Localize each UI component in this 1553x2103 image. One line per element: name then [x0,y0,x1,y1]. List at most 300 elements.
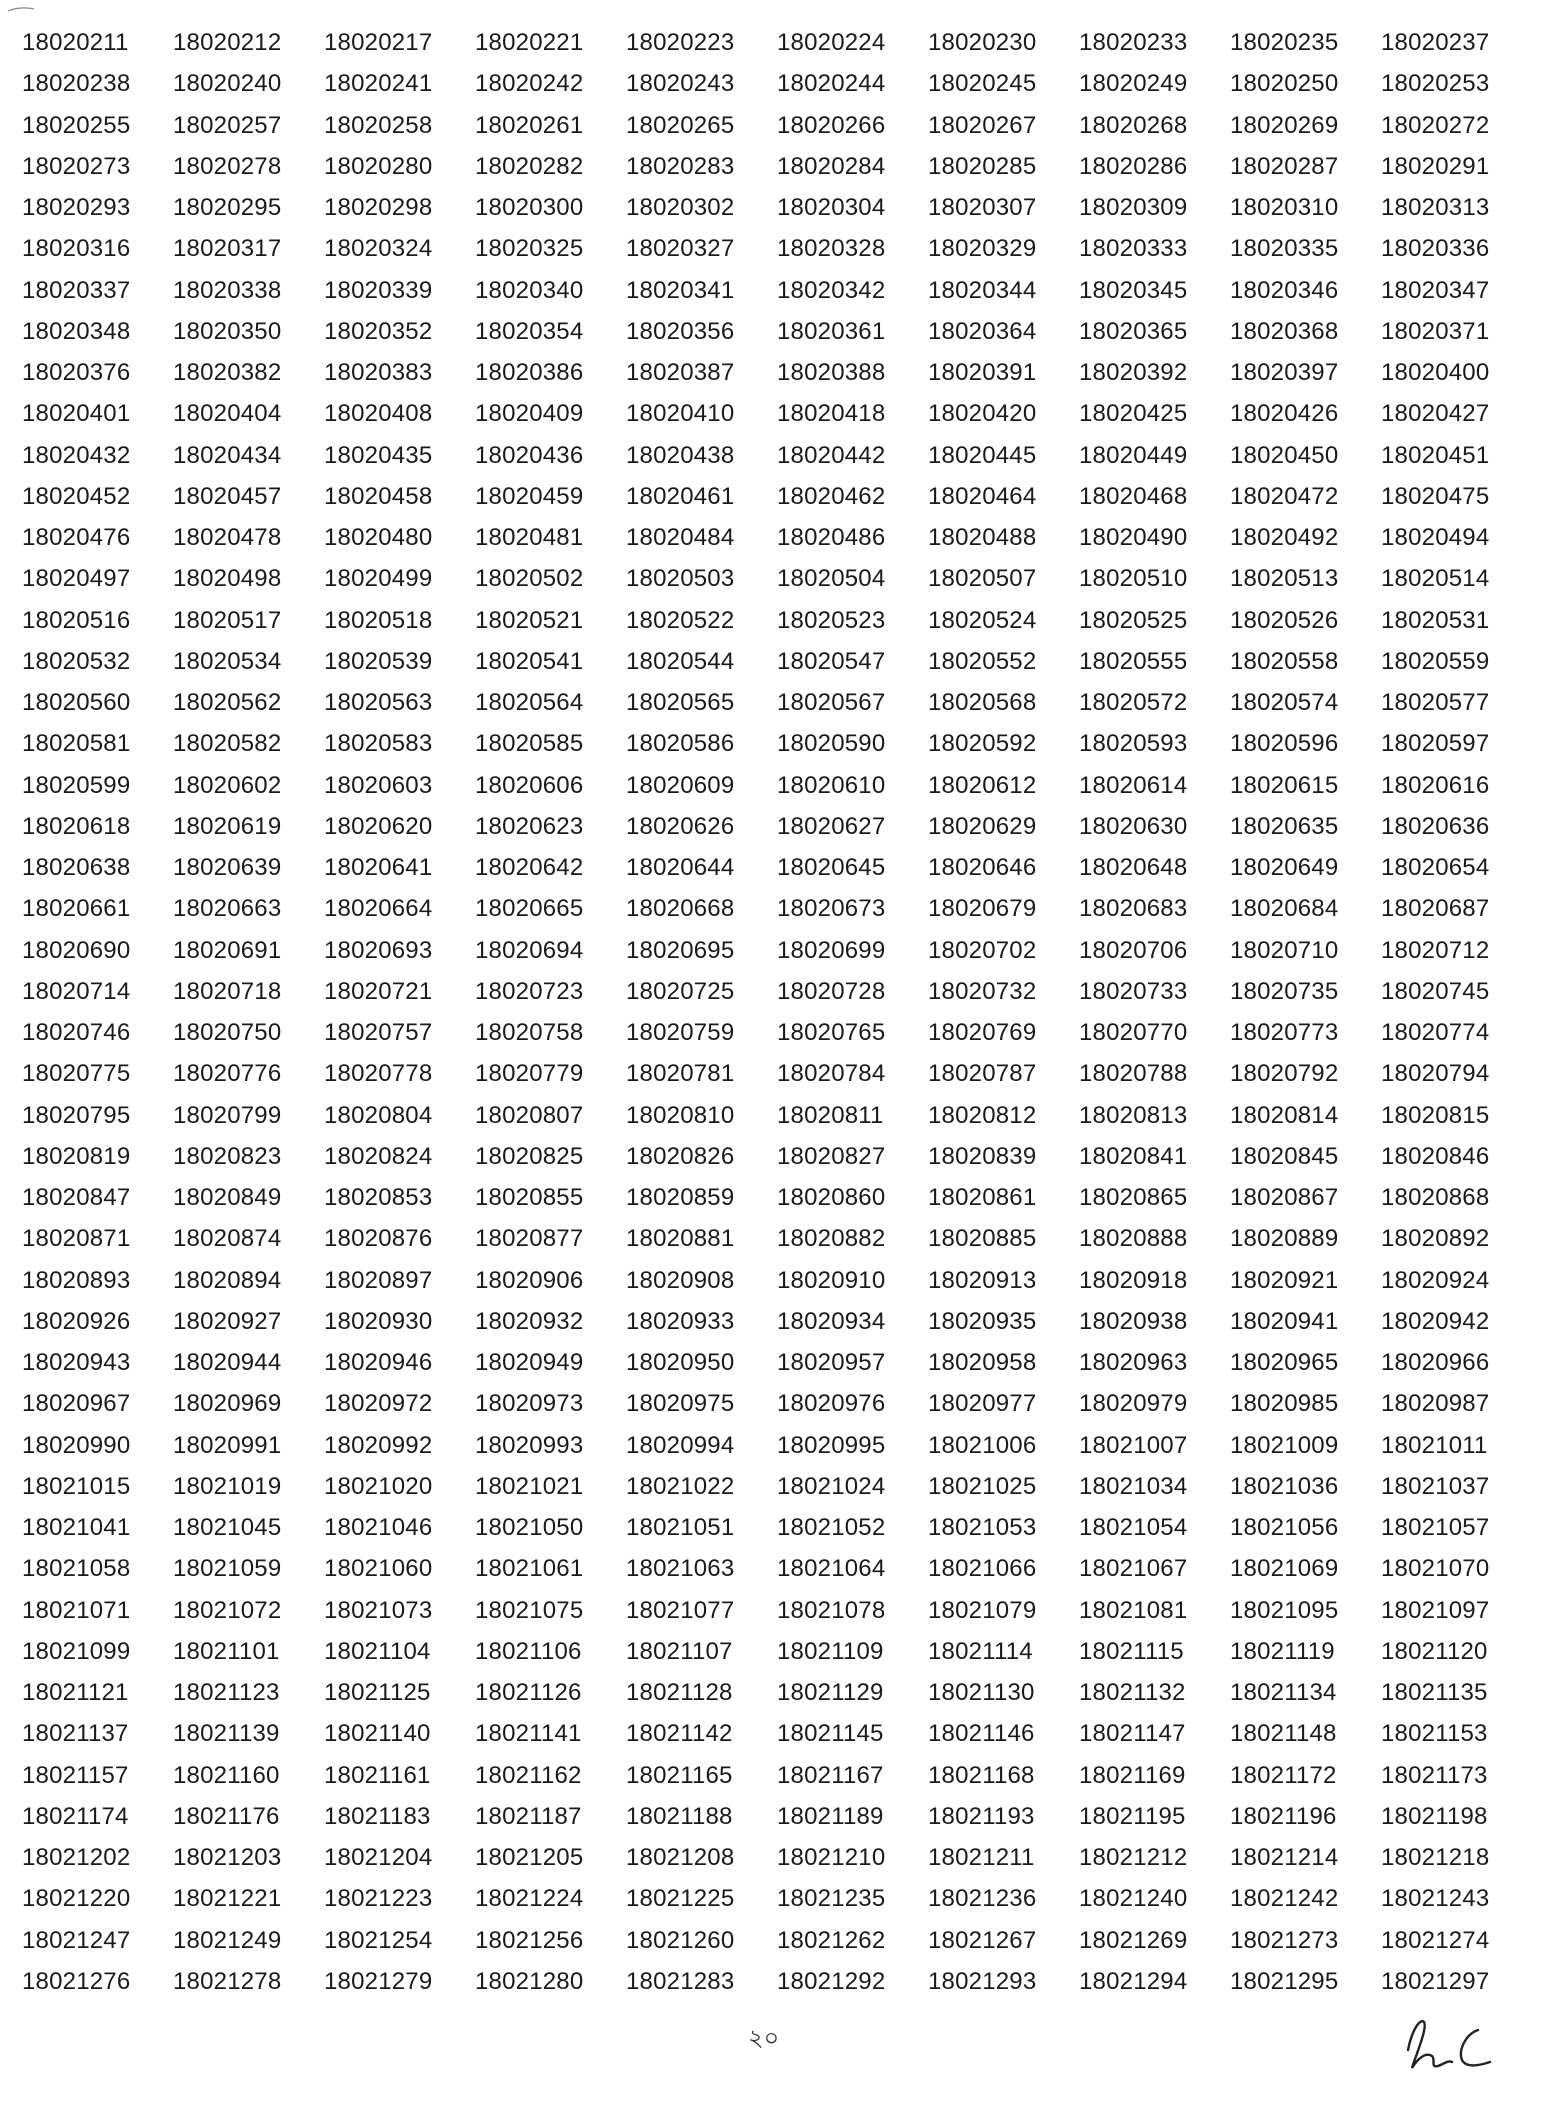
roll-number-cell: 18021078 [777,1596,886,1624]
roll-number-cell: 18021224 [475,1885,584,1913]
roll-number-cell: 18020876 [324,1225,433,1253]
roll-number-cell: 18021128 [626,1679,733,1706]
roll-number-cell: 18020560 [22,689,131,716]
roll-number-cell: 18021294 [1079,1967,1188,1995]
roll-number-cell: 18020723 [475,977,584,1005]
roll-number-cell: 18020255 [22,111,131,139]
roll-number-cell: 18020445 [928,441,1037,469]
roll-number-cell: 18020534 [173,647,282,675]
roll-number-cell: 18020383 [324,359,433,386]
roll-number-cell: 18020775 [22,1060,131,1088]
roll-number-cell: 18020503 [626,565,735,593]
roll-number-cell: 18020504 [777,565,886,593]
roll-number-cell: 18020626 [626,812,735,840]
roll-number-cell: 18020458 [324,482,433,510]
roll-number-cell: 18020368 [1230,317,1339,345]
roll-number-cell: 18020356 [626,317,735,345]
roll-number-cell: 18020457 [173,482,282,510]
roll-number-cell: 18021243 [1381,1885,1490,1913]
roll-number-cell: 18020778 [324,1060,433,1088]
roll-number-cell: 18020679 [928,895,1037,923]
roll-number-cell: 18020217 [324,29,433,56]
roll-number-cell: 18020317 [173,235,282,263]
roll-number-cell: 18021242 [1230,1885,1339,1913]
roll-number-cell: 18020776 [173,1060,282,1088]
roll-number-cell: 18020639 [173,854,282,881]
roll-number-cell: 18021297 [1381,1967,1490,1995]
roll-number-cell: 18020484 [626,524,735,551]
roll-number-cell: 18020877 [475,1225,584,1253]
roll-number-cell: 18020718 [173,977,282,1005]
roll-number-cell: 18020773 [1230,1019,1339,1046]
roll-number-cell: 18021205 [475,1844,584,1871]
roll-number-cell: 18021114 [928,1637,1033,1665]
roll-number-cell: 18020811 [777,1101,884,1129]
roll-number-cell: 18021079 [928,1596,1037,1624]
roll-number-cell: 18020249 [1079,70,1188,98]
roll-number-cell: 18020994 [626,1431,735,1459]
page-number: ২০ [748,2024,780,2052]
roll-number-cell: 18020382 [173,359,282,386]
roll-number-cell: 18020387 [626,359,735,386]
roll-number-cell: 18020908 [626,1266,735,1294]
roll-number-cell: 18020211 [22,29,129,56]
roll-number-cell: 18020987 [1381,1390,1490,1418]
roll-number-cell: 18020221 [475,29,584,56]
roll-number-cell: 18020977 [928,1390,1037,1418]
roll-number-cell: 18020329 [928,235,1037,263]
roll-number-cell: 18020242 [475,70,584,98]
roll-number-cell: 18020513 [1230,565,1339,593]
roll-number-cell: 18020918 [1079,1266,1188,1294]
roll-number-cell: 18020966 [1381,1349,1490,1376]
roll-number-cell: 18020300 [475,194,584,221]
roll-number-cell: 18020661 [22,895,131,923]
roll-number-cell: 18020683 [1079,895,1188,923]
roll-number-cell: 18020642 [475,854,584,881]
roll-number-cell: 18021147 [1079,1720,1186,1748]
roll-number-cell: 18020238 [22,70,131,98]
roll-number-cell: 18020615 [1230,771,1339,799]
roll-number-cell: 18021225 [626,1885,735,1913]
roll-number-cell: 18020619 [173,812,282,840]
roll-number-cell: 18021059 [173,1555,282,1583]
roll-number-cell: 18020664 [324,895,433,923]
roll-number-cell: 18020586 [626,730,735,758]
roll-number-cell: 18020449 [1079,441,1188,469]
roll-number-cell: 18020352 [324,317,433,345]
roll-number-cell: 18021006 [928,1431,1037,1459]
roll-number-cell: 18021162 [475,1761,582,1789]
roll-number-cell: 18020853 [324,1184,433,1211]
roll-number-cell: 18020376 [22,359,131,386]
roll-number-cell: 18020795 [22,1101,131,1129]
roll-number-cell: 18020418 [777,400,886,428]
roll-number-cell: 18020265 [626,111,735,139]
roll-number-cell: 18020498 [173,565,282,593]
roll-number-cell: 18020304 [777,194,886,221]
roll-number-cell: 18021099 [22,1637,131,1665]
roll-number-cell: 18020813 [1079,1101,1188,1129]
roll-number-cell: 18021203 [173,1844,282,1871]
roll-number-cell: 18021188 [626,1802,733,1830]
roll-number-cell: 18020965 [1230,1349,1339,1376]
roll-number-cell: 18020885 [928,1225,1037,1253]
roll-number-cell: 18020784 [777,1060,886,1088]
roll-number-cell: 18020957 [777,1349,886,1376]
roll-number-cell: 18020827 [777,1142,886,1170]
roll-number-cell: 18021148 [1230,1720,1337,1748]
roll-number-cell: 18020941 [1230,1307,1339,1335]
roll-number-cell: 18020641 [324,854,433,881]
roll-number-cell: 18020926 [22,1307,131,1335]
roll-number-cell: 18020609 [626,771,735,799]
roll-number-cell: 18021273 [1230,1926,1339,1954]
roll-number-cell: 18021070 [1381,1555,1490,1583]
roll-number-cell: 18020826 [626,1142,735,1170]
roll-number-cell: 18020401 [22,400,131,428]
roll-number-cell: 18020516 [22,606,131,634]
roll-number-cell: 18020735 [1230,977,1339,1005]
roll-number-cell: 18020341 [626,276,735,304]
roll-number-cell: 18020342 [777,276,886,304]
roll-number-cell: 18021056 [1230,1514,1339,1541]
roll-number-cell: 18020435 [324,441,433,469]
roll-number-cell: 18020568 [928,689,1037,716]
roll-number-cell: 18020340 [475,276,584,304]
roll-number-cell: 18020649 [1230,854,1339,881]
roll-number-cell: 18020532 [22,647,131,675]
roll-number-cell: 18020995 [777,1431,886,1459]
roll-number-cell: 18021256 [475,1926,584,1954]
roll-number-cell: 18021137 [22,1720,129,1748]
roll-number-cell: 18020799 [173,1101,282,1129]
roll-number-cell: 18021077 [626,1596,735,1624]
roll-number-cell: 18021278 [173,1967,282,1995]
roll-number-cell: 18020949 [475,1349,584,1376]
roll-number-cell: 18020333 [1079,235,1188,263]
roll-number-cell: 18020924 [1381,1266,1490,1294]
roll-number-cell: 18020618 [22,812,131,840]
roll-number-cell: 18020673 [777,895,886,923]
roll-number-cell: 18021174 [22,1802,129,1830]
roll-number-cell: 18020823 [173,1142,282,1170]
roll-number-cell: 18020612 [928,771,1037,799]
roll-number-cell: 18020921 [1230,1266,1339,1294]
roll-number-cell: 18020266 [777,111,886,139]
roll-number-cell: 18020867 [1230,1184,1339,1211]
roll-number-cell: 18020404 [173,400,282,428]
roll-number-cell: 18020728 [777,977,886,1005]
roll-number-cell: 18021236 [928,1885,1037,1913]
roll-number-cell: 18020450 [1230,441,1339,469]
roll-number-cell: 18020478 [173,524,282,551]
roll-number-cell: 18020889 [1230,1225,1339,1253]
roll-number-cell: 18021139 [173,1720,280,1748]
roll-number-cell: 18021176 [173,1802,280,1830]
roll-number-cell: 18021189 [777,1802,884,1830]
roll-number-cell: 18020645 [777,854,886,881]
roll-number-cell: 18021037 [1381,1472,1490,1500]
roll-number-cell: 18021132 [1079,1679,1186,1706]
roll-number-cell: 18020235 [1230,29,1339,56]
roll-number-cell: 18021280 [475,1967,584,1995]
roll-number-cell: 18021210 [777,1844,886,1871]
roll-number-cell: 18020710 [1230,936,1339,964]
roll-number-cell: 18020774 [1381,1019,1490,1046]
roll-number-cell: 18020706 [1079,936,1188,964]
roll-number-cell: 18021050 [475,1514,584,1541]
roll-number-cell: 18020942 [1381,1307,1490,1335]
roll-number-cell: 18021157 [22,1761,129,1789]
roll-number-cell: 18020269 [1230,111,1339,139]
roll-number-cell: 18020654 [1381,854,1490,881]
roll-number-cell: 18020434 [173,441,282,469]
roll-number-cell: 18020897 [324,1266,433,1294]
roll-number-cell: 18020750 [173,1019,282,1046]
roll-number-cell: 18020812 [928,1101,1037,1129]
roll-number-cell: 18021135 [1381,1679,1488,1706]
roll-number-cell: 18020765 [777,1019,886,1046]
roll-number-cell: 18020567 [777,689,886,716]
roll-number-cell: 18020547 [777,647,886,675]
roll-number-cell: 18020563 [324,689,433,716]
roll-number-cell: 18021097 [1381,1596,1490,1624]
roll-number-cell: 18021220 [22,1885,131,1913]
roll-number-cell: 18020757 [324,1019,433,1046]
roll-number-cell: 18020425 [1079,400,1188,428]
roll-number-cell: 18020976 [777,1390,886,1418]
roll-number-cell: 18020492 [1230,524,1339,551]
roll-number-cell: 18021276 [22,1967,131,1995]
roll-number-cell: 18021052 [777,1514,886,1541]
roll-number-cell: 18021129 [777,1679,884,1706]
roll-number-cell: 18020562 [173,689,282,716]
roll-number-cell: 18021054 [1079,1514,1188,1541]
roll-number-cell: 18020461 [626,482,735,510]
roll-number-cell: 18021202 [22,1844,131,1871]
roll-number-cell: 18020348 [22,317,131,345]
roll-number-cell: 18021123 [173,1679,280,1706]
roll-number-cell: 18021221 [173,1885,282,1913]
roll-number-cell: 18021214 [1230,1844,1339,1871]
roll-number-cell: 18020629 [928,812,1037,840]
roll-number-cell: 18021168 [928,1761,1035,1789]
roll-number-cell: 18020592 [928,730,1037,758]
roll-number-cell: 18020559 [1381,647,1490,675]
roll-number-cell: 18021060 [324,1555,433,1583]
roll-number-cell: 18020636 [1381,812,1490,840]
roll-number-cell: 18020861 [928,1184,1037,1211]
roll-number-cell: 18021073 [324,1596,433,1624]
roll-number-cell: 18021140 [324,1720,431,1748]
roll-number-cell: 18020510 [1079,565,1188,593]
roll-number-cell: 18020593 [1079,730,1188,758]
roll-number-cell: 18020841 [1079,1142,1188,1170]
roll-number-cell: 18020336 [1381,235,1490,263]
roll-number-cell: 18020815 [1381,1101,1490,1129]
roll-number-cell: 18021058 [22,1555,131,1583]
roll-number-cell: 18020603 [324,771,433,799]
roll-number-cell: 18021053 [928,1514,1037,1541]
roll-number-cell: 18021247 [22,1926,131,1954]
roll-number-cell: 18021134 [1230,1679,1337,1706]
roll-number-cell: 18020849 [173,1184,282,1211]
roll-number-cell: 18020638 [22,854,131,881]
roll-number-cell: 18020521 [475,606,584,634]
roll-number-cell: 18021007 [1079,1431,1188,1459]
roll-number-cell: 18020388 [777,359,886,386]
roll-number-cell: 18020278 [173,152,282,180]
roll-number-cell: 18020223 [626,29,735,56]
roll-number-cell: 18021021 [475,1472,584,1500]
roll-number-cell: 18020409 [475,400,584,428]
roll-number-cell: 18020985 [1230,1390,1339,1418]
roll-number-cell: 18020944 [173,1349,282,1376]
roll-number-cell: 18021212 [1079,1844,1188,1871]
roll-number-cell: 18020268 [1079,111,1188,139]
roll-number-cell: 18020630 [1079,812,1188,840]
roll-number-cell: 18020459 [475,482,584,510]
roll-number-cell: 18020490 [1079,524,1188,551]
roll-number-cell: 18021193 [928,1802,1035,1830]
roll-number-cell: 18020599 [22,771,131,799]
roll-number-cell: 18021196 [1230,1802,1337,1830]
roll-number-cell: 18020565 [626,689,735,716]
roll-number-cell: 18021161 [324,1761,431,1789]
roll-number-cell: 18020472 [1230,482,1339,510]
roll-number-cell: 18020967 [22,1390,131,1418]
roll-number-cell: 18020539 [324,647,433,675]
roll-number-cell: 18020934 [777,1307,886,1335]
roll-number-cell: 18020324 [324,235,433,263]
roll-number-cell: 18020298 [324,194,433,221]
roll-number-cell: 18020391 [928,359,1037,386]
roll-number-cell: 18020577 [1381,689,1490,716]
roll-number-cell: 18020230 [928,29,1037,56]
roll-number-cell: 18020597 [1381,730,1490,758]
roll-number-cell: 18021141 [475,1720,582,1748]
roll-number-cell: 18020480 [324,524,433,551]
roll-number-cell: 18020531 [1381,606,1490,634]
roll-number-cell: 18021121 [22,1679,129,1706]
roll-number-cell: 18020721 [324,977,433,1005]
roll-number-cell: 18021295 [1230,1967,1339,1995]
roll-number-cell: 18021072 [173,1596,282,1624]
roll-number-cell: 18020614 [1079,771,1188,799]
roll-number-cell: 18020272 [1381,111,1490,139]
roll-number-cell: 18020233 [1079,29,1188,56]
roll-number-cell: 18021066 [928,1555,1037,1583]
roll-number-cell: 18020293 [22,194,131,221]
roll-number-cell: 18020610 [777,771,886,799]
roll-number-cell: 18020261 [475,111,584,139]
roll-number-cell: 18020392 [1079,359,1188,386]
roll-number-cell: 18020745 [1381,977,1490,1005]
roll-number-cell: 18021187 [475,1802,582,1830]
roll-number-cell: 18020663 [173,895,282,923]
roll-number-cell: 18020468 [1079,482,1188,510]
roll-number-cell: 18020794 [1381,1060,1490,1088]
roll-number-cell: 18020582 [173,730,282,758]
roll-number-cell: 18020475 [1381,482,1490,510]
roll-number-cell: 18020602 [173,771,282,799]
roll-number-cell: 18021081 [1079,1596,1188,1624]
roll-number-cell: 18020452 [22,482,131,510]
roll-number-cell: 18020241 [324,70,433,98]
roll-number-cell: 18020257 [173,111,282,139]
roll-number-cell: 18020313 [1381,194,1490,221]
roll-number-cell: 18020420 [928,400,1037,428]
roll-number-cell: 18020714 [22,977,131,1005]
roll-number-cell: 18020585 [475,730,584,758]
roll-number-cell: 18020695 [626,936,735,964]
roll-number-cell: 18020526 [1230,606,1339,634]
roll-number-cell: 18020590 [777,730,886,758]
roll-number-cell: 18020244 [777,70,886,98]
roll-number-cell: 18020648 [1079,854,1188,881]
roll-number-cell: 18020558 [1230,647,1339,675]
roll-number-cell: 18021145 [777,1720,884,1748]
roll-number-cell: 18020400 [1381,359,1490,386]
roll-number-cell: 18021061 [475,1555,584,1583]
roll-number-cell: 18021071 [22,1596,131,1624]
roll-number-cell: 18020702 [928,936,1037,964]
roll-number-cell: 18020684 [1230,895,1339,923]
roll-number-cell: 18020438 [626,441,735,469]
roll-number-cell: 18021106 [475,1637,582,1665]
roll-number-cell: 18020990 [22,1431,131,1459]
roll-number-cell: 18020282 [475,152,584,180]
roll-number-cell: 18020335 [1230,235,1339,263]
roll-number-cell: 18020525 [1079,606,1188,634]
roll-number-cell: 18020746 [22,1019,131,1046]
roll-number-cell: 18020350 [173,317,282,345]
roll-number-cell: 18020267 [928,111,1037,139]
roll-number-cell: 18020882 [777,1225,886,1253]
roll-number-cell: 18020339 [324,276,433,304]
roll-number-cell: 18020732 [928,977,1037,1005]
roll-number-cell: 18020894 [173,1266,282,1294]
roll-number-cell: 18020287 [1230,152,1339,180]
roll-number-cell: 18021095 [1230,1596,1339,1624]
roll-number-cell: 18020427 [1381,400,1490,428]
roll-number-cell: 18020687 [1381,895,1490,923]
roll-number-cell: 18021173 [1381,1761,1488,1789]
roll-number-cell: 18020935 [928,1307,1037,1335]
roll-number-cell: 18021204 [324,1844,433,1871]
roll-number-cell: 18020979 [1079,1390,1188,1418]
roll-number-cell: 18020253 [1381,70,1490,98]
roll-number-cell: 18021064 [777,1555,886,1583]
roll-number-cell: 18021223 [324,1885,433,1913]
roll-number-cell: 18021067 [1079,1555,1188,1583]
roll-number-cell: 18020307 [928,194,1037,221]
roll-number-cell: 18020442 [777,441,886,469]
roll-number-cell: 18021254 [324,1926,433,1954]
roll-number-cell: 18021046 [324,1514,433,1541]
roll-number-cell: 18020913 [928,1266,1037,1294]
roll-number-cell: 18020285 [928,152,1037,180]
roll-number-cell: 18020860 [777,1184,886,1211]
roll-number-cell: 18020243 [626,70,735,98]
roll-number-cell: 18020224 [777,29,886,56]
roll-number-cell: 18020770 [1079,1019,1188,1046]
roll-number-cell: 18020725 [626,977,735,1005]
roll-number-cell: 18021292 [777,1967,886,1995]
roll-number-cell: 18020371 [1381,317,1490,345]
roll-number-cell: 18021022 [626,1472,735,1500]
